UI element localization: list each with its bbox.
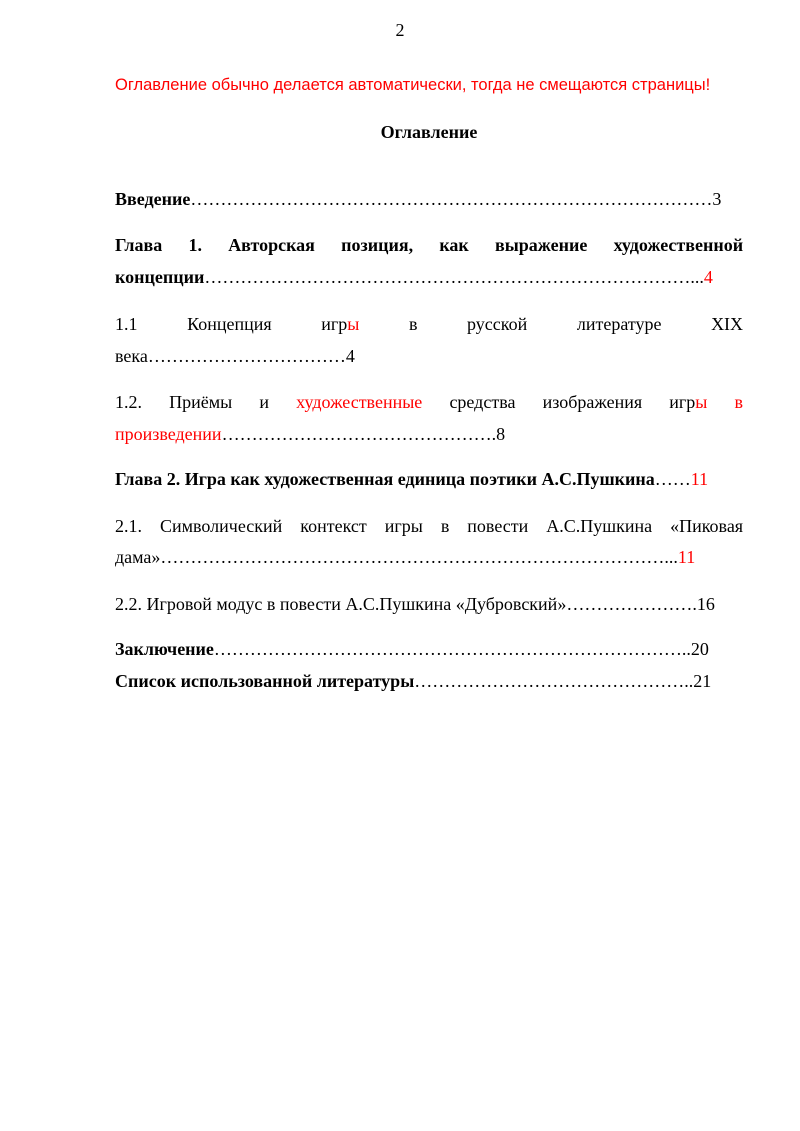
toc-word-part: игр — [669, 392, 696, 412]
toc-word-part: ы — [347, 314, 360, 334]
toc-word: игры — [384, 516, 423, 536]
toc-entry-references[interactable] — [115, 670, 743, 692]
toc-entry-2-2[interactable] — [115, 593, 743, 615]
toc-word: в — [440, 516, 450, 536]
toc-page-number: 21 — [693, 671, 712, 691]
toc-leader: ……………………………………….. — [414, 671, 694, 691]
toc-word: XIX — [711, 314, 744, 334]
toc-entry-label: Список использованной литературы — [115, 671, 415, 691]
toc-word: русской — [467, 314, 528, 334]
toc-entry-chapter1-line1[interactable] — [115, 234, 743, 256]
toc-entry-label: Заключение — [115, 639, 214, 659]
toc-entry-chapter2[interactable] — [115, 468, 743, 490]
toc-page-number: 4 — [703, 267, 713, 287]
toc-entry-1-1-line1[interactable] — [115, 313, 743, 335]
toc-leader: …………………………………………………………………….. — [213, 639, 691, 659]
toc-word — [321, 314, 359, 334]
toc-page-number: 8 — [496, 424, 506, 444]
toc-word: Авторская — [228, 235, 315, 255]
toc-entry-conclusion[interactable] — [115, 638, 743, 660]
toc-word: «Пиковая — [670, 516, 744, 536]
toc-word: литературе — [576, 314, 662, 334]
toc-word: в — [408, 314, 418, 334]
toc-leader: ………………………………………………………………………... — [204, 267, 704, 287]
toc-entry-label: 2.2. Игровой модус в повести А.С.Пушкина «Дубровский» — [115, 594, 567, 614]
toc-entry-label: века — [115, 346, 148, 366]
toc-word: Глава — [115, 235, 163, 255]
toc-word: в — [734, 392, 744, 412]
toc-page-number: 3 — [712, 189, 722, 209]
toc-entry-label: Введение — [115, 189, 191, 209]
toc-word: художественные — [296, 392, 423, 412]
toc-word: Концепция — [187, 314, 272, 334]
toc-leader: …………………. — [566, 594, 697, 614]
page-number: 2 — [395, 20, 405, 40]
toc-word: Символический — [159, 516, 283, 536]
toc-leader: …………………………………………………………………………... — [160, 547, 678, 567]
toc-word: как — [439, 235, 469, 255]
toc-word: художественной — [613, 235, 744, 255]
toc-entry-intro[interactable] — [115, 188, 743, 210]
toc-word: 2.1. — [115, 516, 142, 536]
toc-entry-1-2-line2[interactable] — [115, 423, 743, 445]
toc-entry-2-1-line1[interactable] — [115, 515, 743, 537]
toc-word: контекст — [300, 516, 367, 536]
toc-word: повести — [467, 516, 529, 536]
toc-page-number: 20 — [690, 639, 709, 659]
toc-title: Оглавление — [380, 122, 478, 142]
toc-leader: …… — [654, 469, 691, 489]
toc-page-number: 11 — [690, 469, 709, 489]
toc-entry-label: произведении — [115, 424, 222, 444]
toc-entry-1-2-line1[interactable] — [115, 391, 743, 413]
toc-word: А.С.Пушкина — [546, 516, 653, 536]
toc-entry-label: Глава 2. Игра как художественная единица поэтики А.С.Пушкина — [115, 469, 655, 489]
editor-note: Оглавление обычно делается автоматически, тогда не смещаются страницы! — [115, 76, 711, 94]
toc-word-part: игр — [321, 314, 348, 334]
toc-word: выражение — [495, 235, 588, 255]
toc-word — [669, 392, 707, 412]
toc-entry-label: концепции — [115, 267, 205, 287]
toc-page-number: 11 — [677, 547, 696, 567]
toc-leader: …………………………… — [147, 346, 346, 366]
toc-leader: …………………………………………………………………………… — [190, 189, 713, 209]
toc-entry-1-1-line2[interactable] — [115, 345, 743, 367]
toc-entry-2-1-line2[interactable] — [115, 546, 743, 568]
toc-leader: ………………………………………. — [221, 424, 497, 444]
toc-word: 1. — [188, 235, 202, 255]
toc-word: изображения — [542, 392, 643, 412]
toc-word-part: ы — [695, 392, 708, 412]
toc-word: и — [259, 392, 270, 412]
toc-entry-chapter1-line2[interactable] — [115, 266, 743, 288]
toc-word: 1.2. — [115, 392, 142, 412]
toc-page-number: 4 — [345, 346, 355, 366]
toc-page-number: 16 — [696, 594, 715, 614]
toc-word: позиция, — [341, 235, 414, 255]
toc-word: Приёмы — [169, 392, 233, 412]
toc-word: 1.1 — [115, 314, 138, 334]
toc-word: средства — [449, 392, 516, 412]
toc-entry-label: дама» — [115, 547, 161, 567]
